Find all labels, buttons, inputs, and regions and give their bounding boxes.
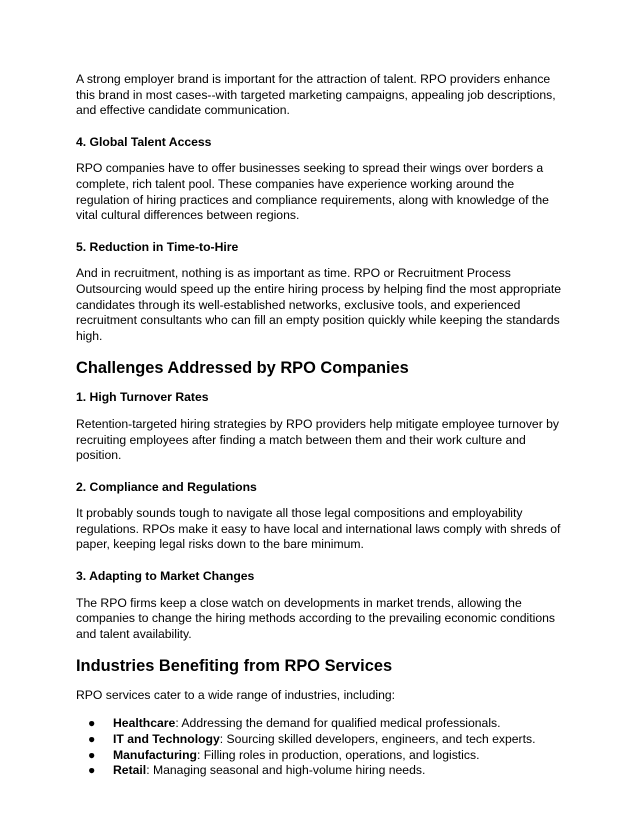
paragraph-turnover: Retention-targeted hiring strategies by RPO providers help mitigate employee turnover by recruiting employees after finding a match between them and their work culture and position. (76, 416, 560, 463)
bullet-icon: ● (88, 716, 96, 731)
list-item-label: Healthcare (113, 716, 176, 731)
industries-list (76, 716, 566, 779)
list-item (76, 748, 566, 764)
section-heading-turnover: 1. High Turnover Rates (76, 390, 209, 405)
section-heading-compliance: 2. Compliance and Regulations (76, 479, 257, 494)
bullet-icon: ● (88, 731, 96, 746)
heading-industries: Industries Benefiting from RPO Services (76, 657, 393, 676)
intro-paragraph: A strong employer brand is important for the attraction of talent. RPO providers enhance this brand in most cases--with targeted marketing campaigns, appealing job descriptions, and effective candidate communication. (76, 72, 556, 118)
bullet-icon: ● (88, 763, 96, 778)
heading-challenges: Challenges Addressed by RPO Companies (76, 359, 409, 378)
list-item-text: : Filling roles in production, operations, and logistics. (196, 747, 480, 762)
paragraph-time-to-hire: And in recruitment, nothing is as important as time. RPO or Recruitment Process Outsourcing would speed up the entire hiring process by helping find the most appropriate candidates through its well-established networks, exclusive tools, and experienced recruitment consultants who can fill an empty position quickly while keeping the standards high. (76, 266, 562, 343)
list-item-label: Retail (113, 763, 147, 778)
paragraph-industries-intro: RPO services cater to a wide range of industries, including: (76, 688, 396, 703)
list-item-label: IT and Technology (113, 731, 220, 746)
paragraph-market-changes: The RPO firms keep a close watch on developments in market trends, allowing the companies to change the hiring methods according to the prevailing economic conditions and talent availability. (76, 595, 555, 641)
section-heading-global-talent: 4. Global Talent Access (76, 134, 212, 149)
paragraph-compliance: It probably sounds tough to navigate all those legal compositions and employability regulations. RPOs make it easy to have local and international laws comply with shreds of paper, keeping legal risks down to the bare minimum. (76, 506, 561, 552)
list-item-text: : Managing seasonal and high-volume hiring needs. (146, 763, 426, 778)
list-item-text: : Sourcing skilled developers, engineers, and tech experts. (219, 731, 536, 746)
bullet-icon: ● (88, 747, 96, 762)
section-heading-time-to-hire: 5. Reduction in Time-to-Hire (76, 239, 239, 254)
list-item (76, 732, 566, 748)
section-heading-market-changes: 3. Adapting to Market Changes (76, 569, 255, 584)
document-page (76, 72, 566, 779)
list-item-text: : Addressing the demand for qualified medical professionals. (175, 716, 501, 731)
list-item (76, 763, 566, 779)
list-item-label: Manufacturing (113, 747, 197, 762)
list-item (76, 716, 566, 732)
paragraph-global-talent: RPO companies have to offer businesses seeking to spread their wings over borders a complete, rich talent pool. These companies have experience working around the regulation of hiring practices and compliance requirements, along with knowledge of the vital cultural differences between regions. (76, 161, 549, 223)
